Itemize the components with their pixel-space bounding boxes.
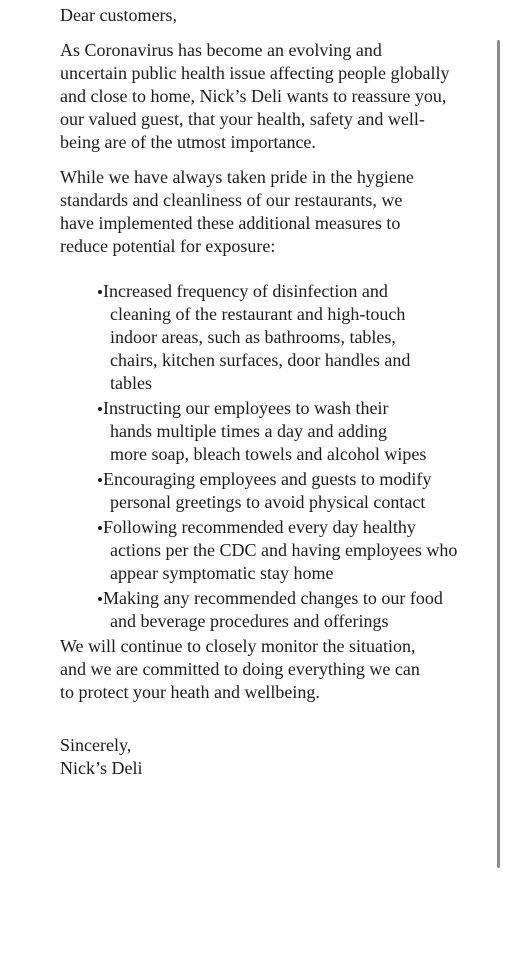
bullet-dot-icon <box>98 526 102 530</box>
greeting: Dear customers, <box>60 5 177 25</box>
list-item-text: Making any recommended changes to our food and beverage procedures and offerings <box>103 588 443 631</box>
list-item-text: Following recommended every day healthy actions per the CDC and having employees who appear symptomatic stay home <box>103 517 458 583</box>
signoff: Sincerely, <box>60 735 132 755</box>
list-item-text: Encouraging employees and guests to modify personal greetings to avoid physical contact <box>103 469 432 512</box>
paragraph-measures: While we have always taken pride in the hygiene standards and cleanliness of our restaurants, we have implemented these additional measures to reduce potential for exposure: <box>60 167 414 256</box>
measures-list <box>86 280 458 633</box>
paragraph-commitment: We will continue to closely monitor the situation, and we are committed to doing everything we can to protect your heath and wellbeing. <box>60 636 420 702</box>
list-item <box>98 468 470 514</box>
bullet-dot-icon <box>98 290 102 294</box>
letter <box>60 4 460 780</box>
list-item <box>98 397 428 466</box>
paragraph-intro: As Coronavirus has become an evolving and uncertain public health issue affecting people globally and close to home, Nick’s Deli wants to reassure you, our valued guest, that your health, safety and well-being are of the utmost importance. <box>60 40 450 152</box>
list-item-text: Increased frequency of disinfection and cleaning of the restaurant and high-touch indoor areas, such as bathrooms, tables, chairs, kitchen surfaces, door handles and tables <box>103 281 411 393</box>
list-item <box>98 516 470 585</box>
bullet-dot-icon <box>98 407 102 411</box>
list-item <box>98 280 446 395</box>
scrollbar[interactable] <box>497 40 500 868</box>
bullet-dot-icon <box>98 478 102 482</box>
list-item-text: Instructing our employees to wash their hands multiple times a day and adding more soap, bleach towels and alcohol wipes <box>103 398 427 464</box>
bullet-dot-icon <box>98 597 102 601</box>
signature: Nick’s Deli <box>60 758 143 778</box>
list-item <box>98 587 450 633</box>
